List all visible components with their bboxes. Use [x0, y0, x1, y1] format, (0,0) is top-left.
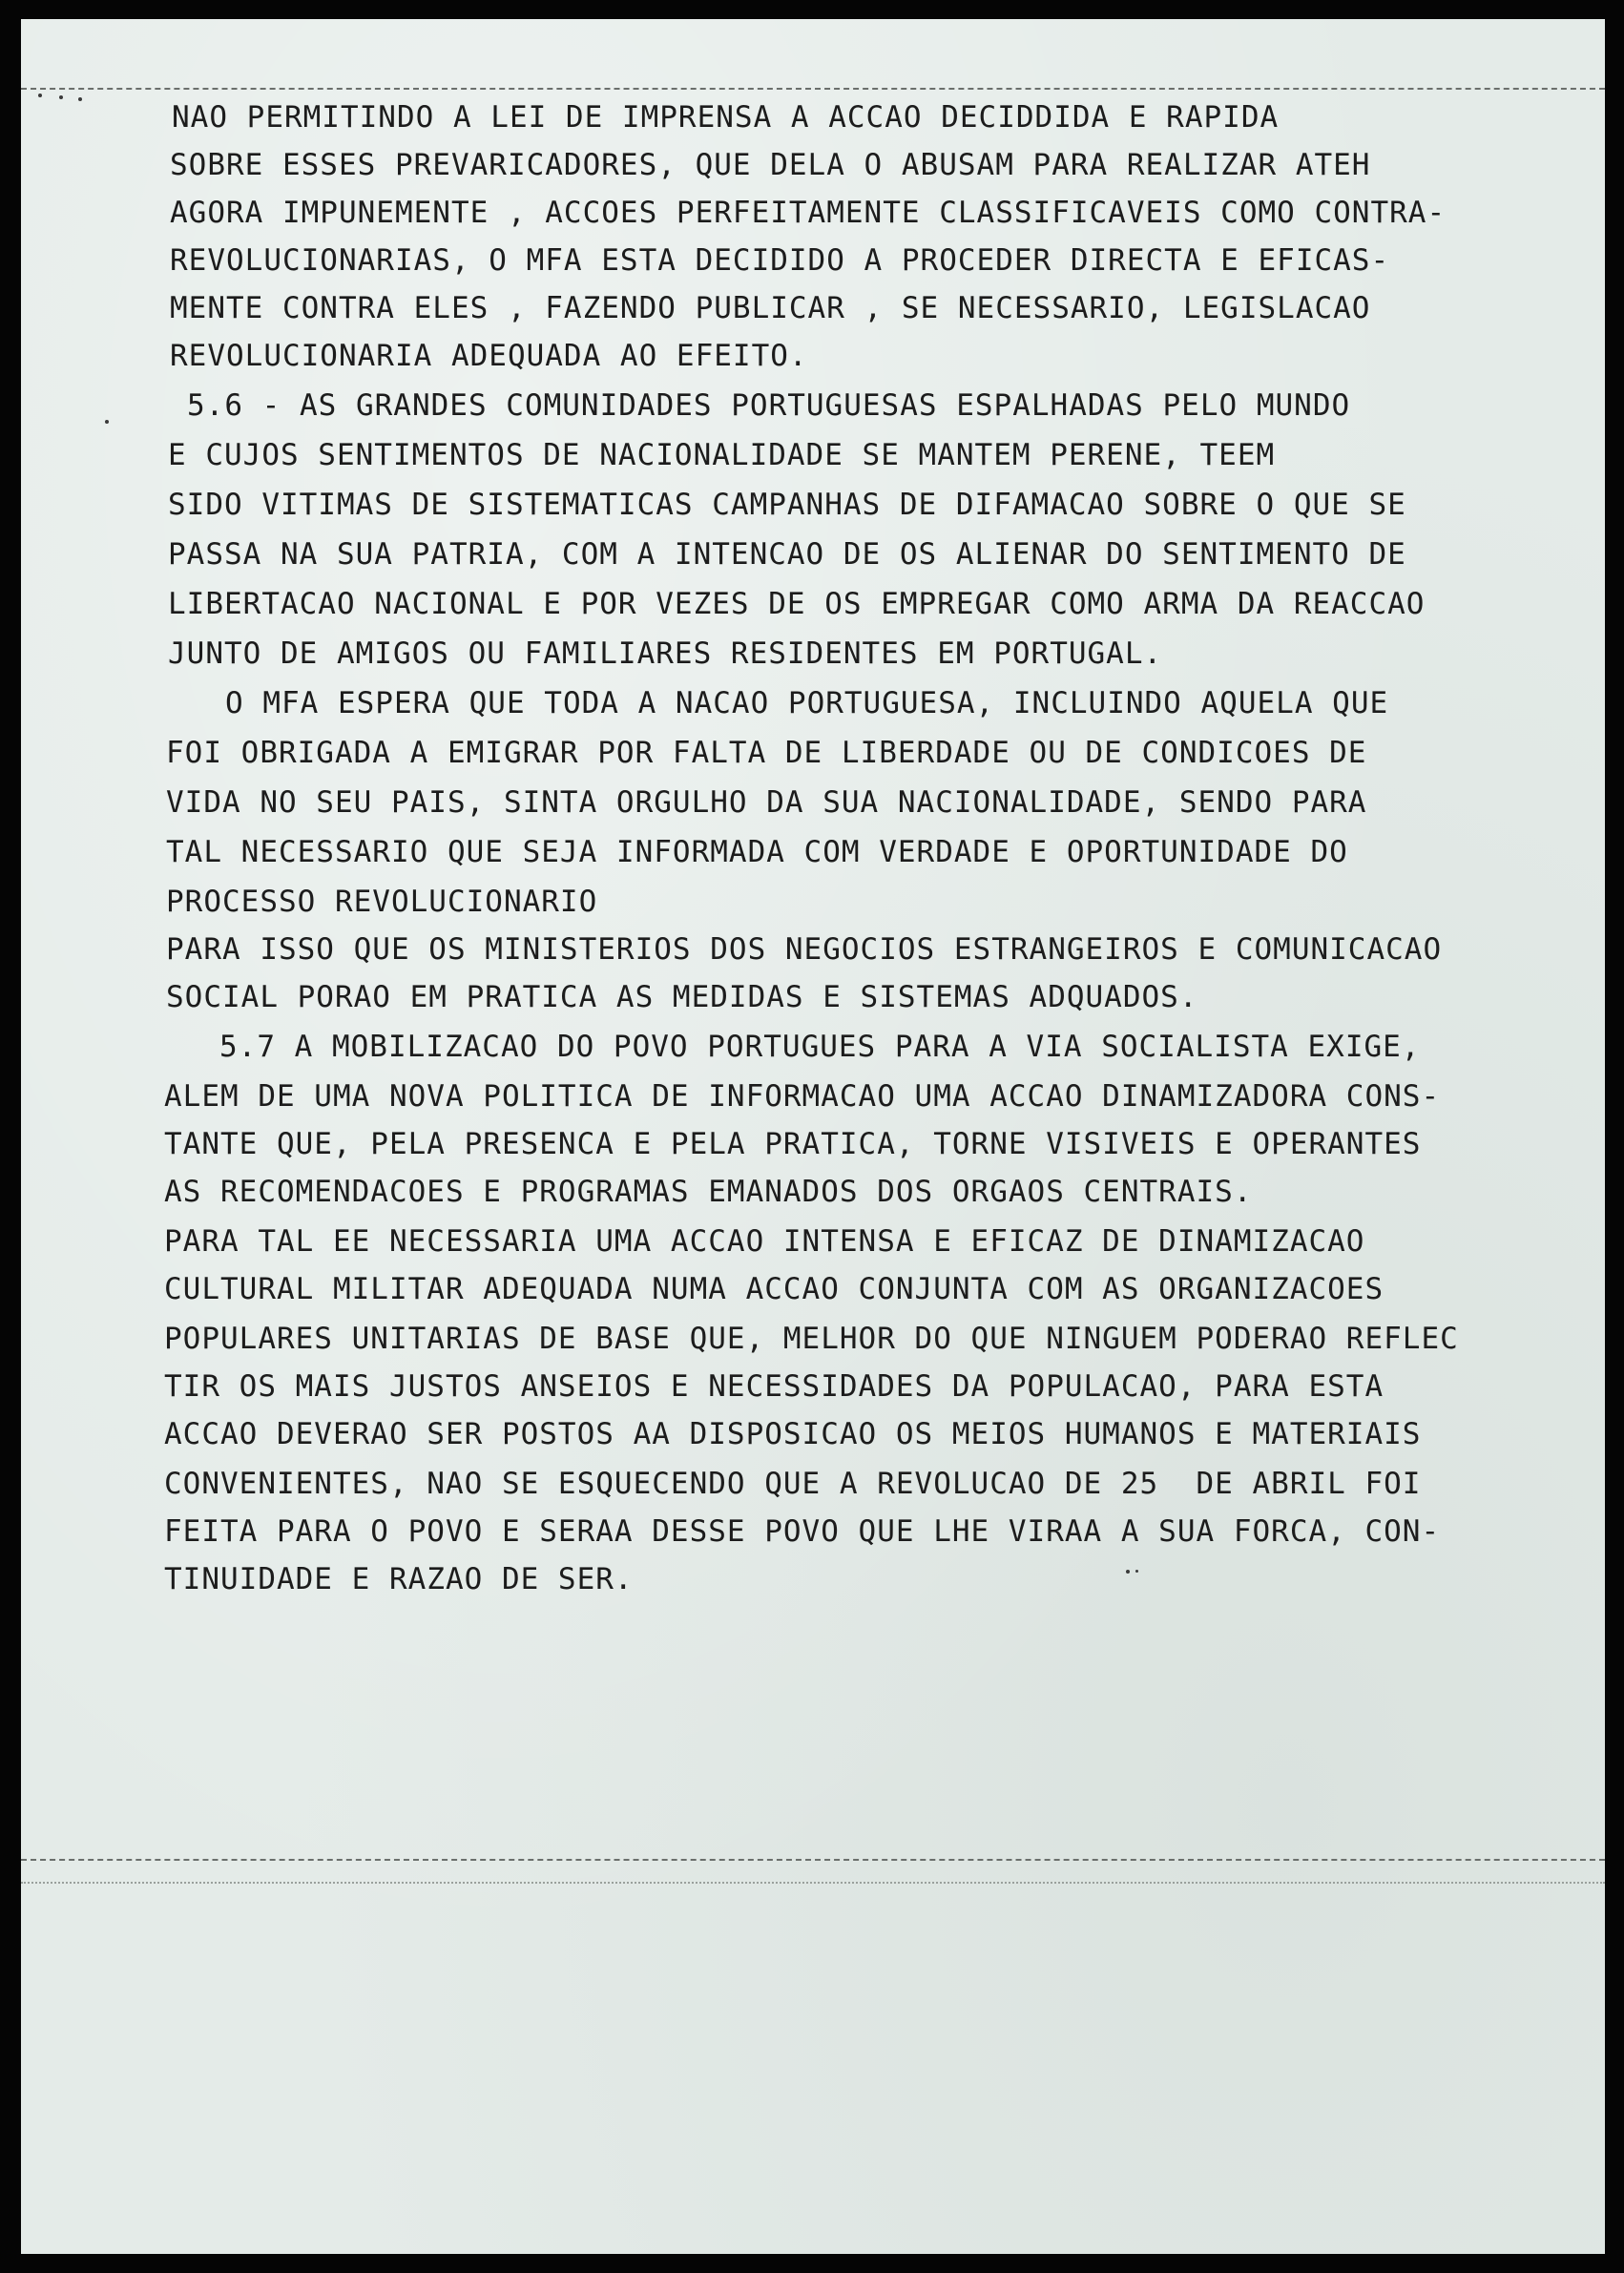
top-dashed-rule: [21, 88, 1605, 90]
section-heading-5-7: 5.7 A MOBILIZACAO DO POVO PORTUGUES PARA A VIA SOCIALISTA EXIGE,: [219, 1030, 1421, 1064]
ink-speck: [38, 94, 42, 97]
ink-speck: [59, 95, 63, 99]
ink-speck: [1135, 1570, 1138, 1573]
text-line: PARA TAL EE NECESSARIA UMA ACCAO INTENSA E EFICAZ DE DINAMIZACAO: [164, 1224, 1365, 1259]
text-line: CULTURAL MILITAR ADEQUADA NUMA ACCAO CONJUNTA COM AS ORGANIZACOES: [164, 1272, 1385, 1306]
bottom-dotted-rule: [21, 1882, 1605, 1884]
ink-speck: [105, 420, 109, 424]
text-line: FOI OBRIGADA A EMIGRAR POR FALTA DE LIBERDADE OU DE CONDICOES DE: [166, 736, 1367, 770]
text-line: AGORA IMPUNEMENTE , ACCOES PERFEITAMENTE CLASSIFICAVEIS COMO CONTRA-: [170, 196, 1447, 230]
ink-speck: [1126, 1570, 1130, 1574]
text-line: REVOLUCIONARIA ADEQUADA AO EFEITO.: [170, 339, 808, 373]
text-line: NAO PERMITINDO A LEI DE IMPRENSA A ACCAO DECIDDIDA E RAPIDA: [172, 100, 1280, 135]
text-line: FEITA PARA O POVO E SERAA DESSE POVO QUE LHE VIRAA A SUA FORCA, CON-: [164, 1514, 1441, 1549]
text-line: AS RECOMENDACOES E PROGRAMAS EMANADOS DOS ORGAOS CENTRAIS.: [164, 1175, 1253, 1209]
text-line: E CUJOS SENTIMENTOS DE NACIONALIDADE SE MANTEM PERENE, TEEM: [168, 438, 1276, 472]
text-line: O MFA ESPERA QUE TODA A NACAO PORTUGUESA, INCLUINDO AQUELA QUE: [225, 686, 1389, 720]
text-line: MENTE CONTRA ELES , FAZENDO PUBLICAR , SE NECESSARIO, LEGISLACAO: [170, 291, 1371, 325]
text-line: SOCIAL PORAO EM PRATICA AS MEDIDAS E SISTEMAS ADQUADOS.: [166, 980, 1198, 1014]
text-line: POPULARES UNITARIAS DE BASE QUE, MELHOR DO QUE NINGUEM PODERAO REFLEC: [164, 1322, 1459, 1356]
text-line: REVOLUCIONARIAS, O MFA ESTA DECIDIDO A PROCEDER DIRECTA E EFICAS-: [170, 243, 1390, 278]
section-heading-5-6: 5.6 - AS GRANDES COMUNIDADES PORTUGUESAS ESPALHADAS PELO MUNDO: [187, 388, 1351, 423]
text-line: SIDO VITIMAS DE SISTEMATICAS CAMPANHAS DE DIFAMACAO SOBRE O QUE SE: [168, 488, 1406, 522]
text-line: ACCAO DEVERAO SER POSTOS AA DISPOSICAO OS MEIOS HUMANOS E MATERIAIS: [164, 1417, 1422, 1451]
text-line: TANTE QUE, PELA PRESENCA E PELA PRATICA, TORNE VISIVEIS E OPERANTES: [164, 1127, 1422, 1161]
text-line: ALEM DE UMA NOVA POLITICA DE INFORMACAO UMA ACCAO DINAMIZADORA CONS-: [164, 1079, 1441, 1114]
text-line: LIBERTACAO NACIONAL E POR VEZES DE OS EMPREGAR COMO ARMA DA REACCAO: [168, 587, 1426, 621]
text-line: TINUIDADE E RAZAO DE SER.: [164, 1562, 634, 1596]
text-line: SOBRE ESSES PREVARICADORES, QUE DELA O ABUSAM PARA REALIZAR ATEH: [170, 148, 1371, 182]
text-line: PROCESSO REVOLUCIONARIO: [166, 885, 598, 919]
text-line: JUNTO DE AMIGOS OU FAMILIARES RESIDENTES EM PORTUGAL.: [168, 636, 1163, 671]
text-line: PARA ISSO QUE OS MINISTERIOS DOS NEGOCIOS ESTRANGEIROS E COMUNICACAO: [166, 932, 1443, 967]
ink-speck: [78, 97, 82, 101]
text-line: TAL NECESSARIO QUE SEJA INFORMADA COM VERDADE E OPORTUNIDADE DO: [166, 835, 1348, 869]
typewritten-sheet: [21, 19, 1605, 2254]
text-line: CONVENIENTES, NAO SE ESQUECENDO QUE A REVOLUCAO DE 25 DE ABRIL FOI: [164, 1467, 1422, 1501]
text-line: VIDA NO SEU PAIS, SINTA ORGULHO DA SUA NACIONALIDADE, SENDO PARA: [166, 785, 1367, 820]
text-line: PASSA NA SUA PATRIA, COM A INTENCAO DE OS ALIENAR DO SENTIMENTO DE: [168, 537, 1406, 572]
bottom-dashed-rule: [21, 1859, 1605, 1861]
text-line: TIR OS MAIS JUSTOS ANSEIOS E NECESSIDADES DA POPULACAO, PARA ESTA: [164, 1369, 1385, 1404]
